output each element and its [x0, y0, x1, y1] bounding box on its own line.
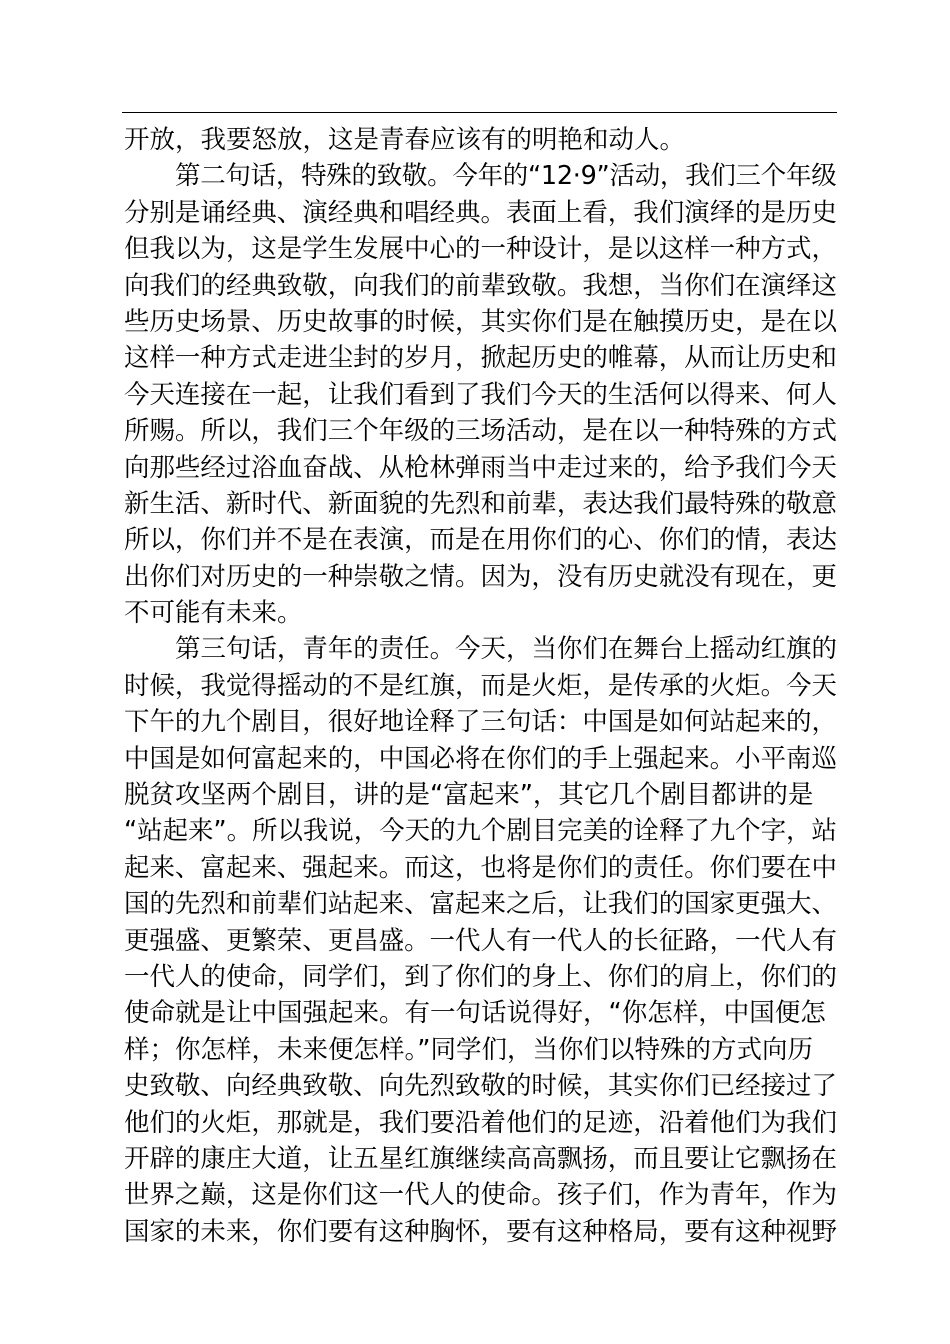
text-line: 所以，你们并不是在表演，而是在用你们的心、你们的情，表达 [124, 525, 837, 556]
paragraph-first-line: 第三句话，青年的责任。今天，当你们在舞台上摇动红旗的 [175, 634, 837, 665]
text-line: 些历史场景、历史故事的时候，其实你们是在触摸历史，是在以 [124, 306, 837, 337]
text-line: 新生活、新时代、新面貌的先烈和前辈，表达我们最特殊的敬意 [124, 488, 837, 519]
header-rule [122, 112, 837, 113]
text-line: 分别是诵经典、演经典和唱经典。表面上看，我们演绎的是历史 [124, 197, 837, 228]
text-line: “站起来”。所以我说，今天的九个剧目完美的诠释了九个字，站 [124, 816, 837, 847]
text-line: 样；你怎样，未来便怎样。”同学们，当你们以特殊的方式向历 [124, 1034, 813, 1065]
paragraph-first-line: 第二句话，特殊的致敬。今年的“12·9”活动，我们三个年级 [175, 161, 837, 192]
text-line: 国家的未来，你们要有这种胸怀，要有这种格局，要有这种视野 [124, 1216, 837, 1247]
document-body [124, 122, 837, 1250]
text-line: 中国是如何富起来的，中国必将在你们的手上强起来。小平南巡 [124, 743, 837, 774]
text-line: 下午的九个剧目，很好地诠释了三句话：中国是如何站起来的， [124, 707, 837, 738]
text-line: 世界之巅，这是你们这一代人的使命。孩子们，作为青年，作为 [124, 1180, 837, 1211]
text-line: 出你们对历史的一种崇敬之情。因为，没有历史就没有现在，更 [124, 561, 837, 592]
text-line: 更强盛、更繁荣、更昌盛。一代人有一代人的长征路，一代人有 [124, 925, 837, 956]
text-line: 今天连接在一起，让我们看到了我们今天的生活何以得来、何人 [124, 379, 837, 410]
text-line: 他们的火炬，那就是，我们要沿着他们的足迹，沿着他们为我们 [124, 1107, 837, 1138]
text-line: 一代人的使命，同学们，到了你们的身上、你们的肩上，你们的 [124, 961, 837, 992]
text-line: 这样一种方式走进尘封的岁月，掀起历史的帷幕，从而让历史和 [124, 343, 837, 374]
text-line: 不可能有未来。 [124, 598, 303, 629]
text-line: 时候，我觉得摇动的不是红旗，而是火炬，是传承的火炬。今天 [124, 670, 837, 701]
text-line: 开辟的康庄大道，让五星红旗继续高高飘扬，而且要让它飘扬在 [124, 1143, 837, 1174]
text-line: 向那些经过浴血奋战、从枪林弹雨当中走过来的，给予我们今天 [124, 452, 837, 483]
text-line: 史致敬、向经典致敬、向先烈致敬的时候，其实你们已经接过了 [124, 1071, 837, 1102]
text-line: 所赐。所以，我们三个年级的三场活动，是在以一种特殊的方式 [124, 416, 837, 447]
text-line: 开放，我要怒放，这是青春应该有的明艳和动人。 [124, 125, 686, 155]
text-line: 起来、富起来、强起来。而这，也将是你们的责任。你们要在中 [124, 852, 837, 883]
text-line: 脱贫攻坚两个剧目，讲的是“富起来”，其它几个剧目都讲的是 [124, 780, 814, 811]
text-line: 向我们的经典致敬，向我们的前辈致敬。我想，当你们在演绎这 [124, 270, 837, 301]
text-line: 使命就是让中国强起来。有一句话说得好，“你怎样，中国便怎 [124, 998, 826, 1029]
text-line: 但我以为，这是学生发展中心的一种设计，是以这样一种方式， [124, 234, 837, 265]
text-line: 国的先烈和前辈们站起来、富起来之后，让我们的国家更强大、 [124, 889, 837, 920]
